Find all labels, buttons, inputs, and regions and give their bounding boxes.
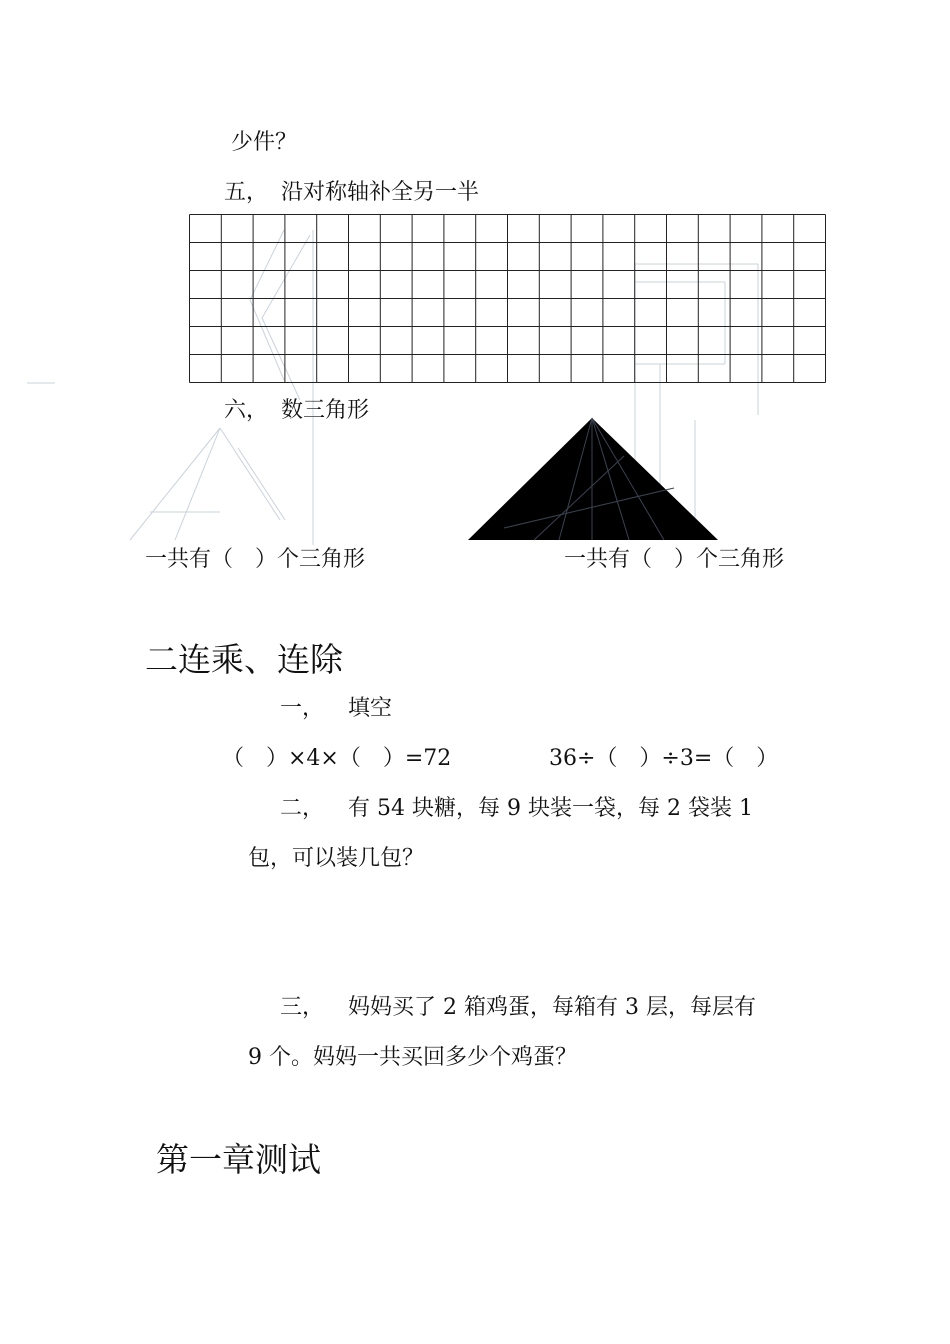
question-1-number: 一， [280,696,325,721]
question-3-line-2: 9 个。妈妈一共买回多少个鸡蛋？ [248,1045,577,1070]
continued-question-text: 少件？ [231,130,298,155]
question-2-line-1: 有 54 块糖，每 9 块装一袋，每 2 袋装 1 [348,796,753,821]
fill-in-expression-left: （ ）×4×（ ）=72 [222,746,452,771]
question-3-number: 三， [280,995,325,1020]
chapter-2-heading: 二连乘、连除 [145,640,343,679]
chapter-1-test-heading: 第一章测试 [156,1140,321,1179]
question-2-line-2: 包，可以装几包？ [248,846,425,871]
section-5-title: 沿对称轴补全另一半 [281,180,480,205]
symmetry-grid [189,214,826,385]
fill-in-expression-right: 36÷（ ）÷3=（ ） [549,746,779,771]
triangle-figure [464,416,724,544]
question-2-number: 二， [280,796,325,821]
triangle-count-right: 一共有（ ）个三角形 [564,547,785,572]
section-6-title: 数三角形 [281,398,370,423]
section-5-number: 五， [224,180,269,205]
triangle-count-left: 一共有（ ）个三角形 [145,547,366,572]
question-3-line-1: 妈妈买了 2 箱鸡蛋，每箱有 3 层，每层有 [348,995,756,1020]
section-6-number: 六， [224,398,269,423]
question-1-title: 填空 [348,696,393,721]
